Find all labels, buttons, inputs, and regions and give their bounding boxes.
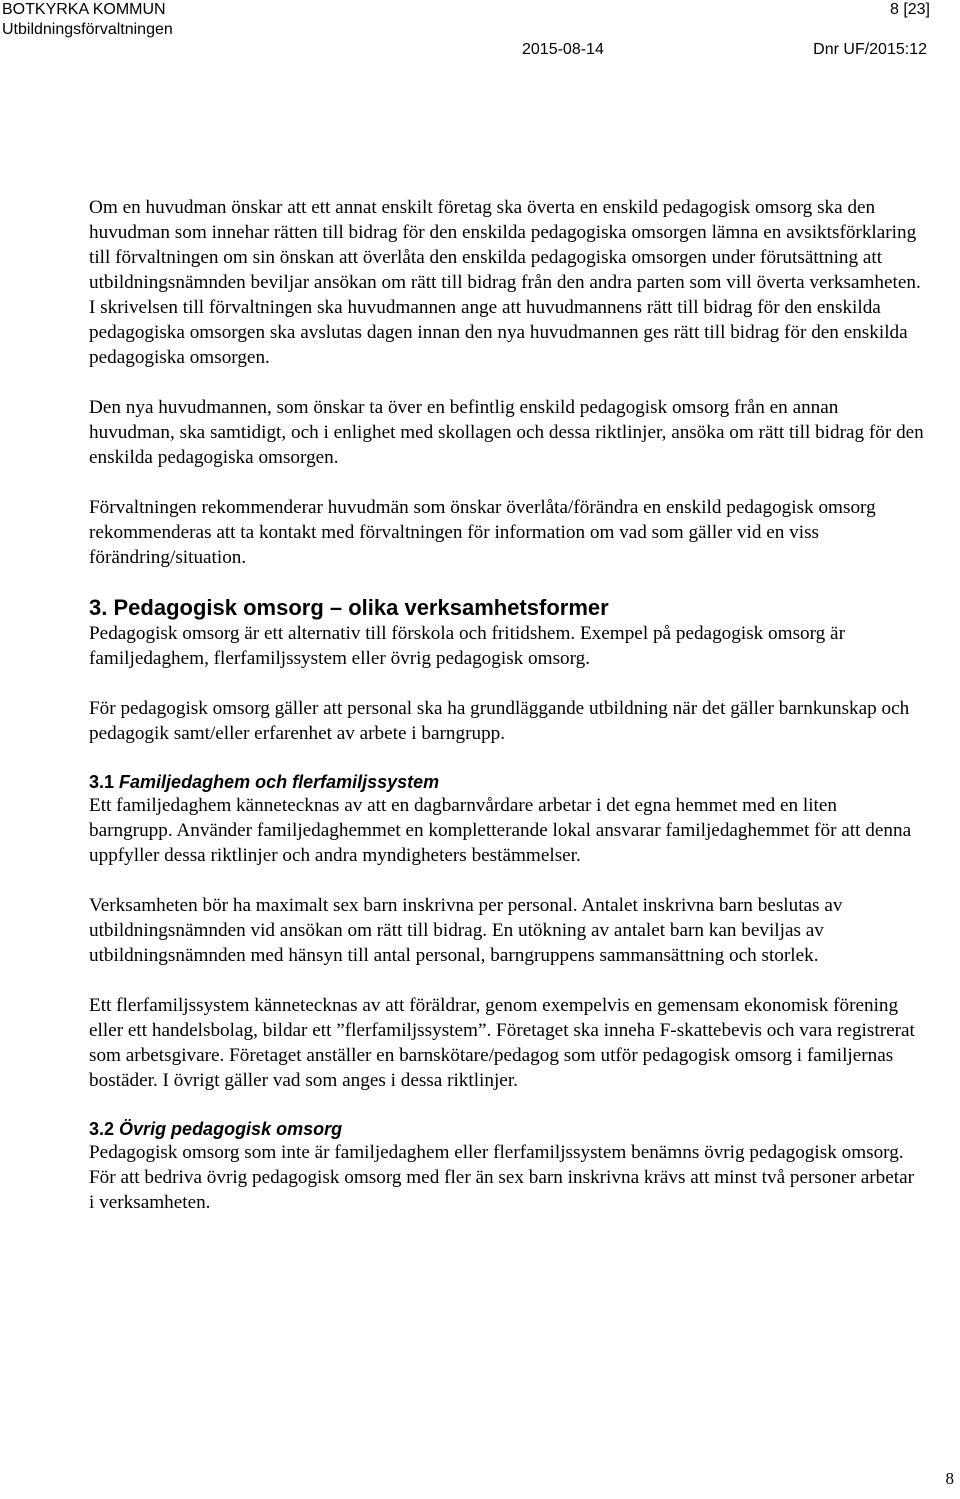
section-number: 3.	[89, 595, 108, 620]
paragraph: Förvaltningen rekommenderar huvudmän som önskar överlåta/förändra en enskild pedagogisk omsorg rekommenderas att ta kontakt med förvaltningen för information om vad som gäller vid en viss förändring/situation.	[89, 497, 876, 568]
subsection-heading	[89, 1118, 924, 1140]
page-counter: 8 [23]	[889, 1, 930, 18]
document-date: 2015-08-14	[522, 41, 604, 58]
paragraph: Om en huvudman önskar att ett annat enskilt företag ska överta en enskild pedagogisk omsorg ska den huvudman som innehar rätten till bidrag för den enskilda pedagogiska omsorgen lämna en avsiktsförklaring till förvaltningen om sin önskan att överlåta den enskilda pedagogiska omsorgen under förutsättning att utbildningsnämnden beviljar ansökan om rätt till bidrag från den andra parten som vill överta verksamheten. I skrivelsen till förvaltningen ska huvudmannen ange att huvudmannens rätt till bidrag för den enskilda pedagogiska omsorgen ska avslutas dagen innan den nya huvudmannen ges rätt till bidrag för den enskilda pedagogiska omsorgen.	[89, 197, 921, 368]
subsection-number: 3.2	[89, 1119, 115, 1139]
subsection-title: Familjedaghem och flerfamiljssystem	[119, 772, 440, 792]
paragraph: Verksamheten bör ha maximalt sex barn inskrivna per personal. Antalet inskrivna barn beslutas av utbildningsnämnden vid ansökan om rätt till bidrag. En utökning av antalet barn kan beviljas av utbildningsnämnden med hänsyn till antal personal, barngruppens sammansättning och storlek.	[89, 895, 843, 966]
subsection-number: 3.1	[89, 772, 115, 792]
subsection-title: Övrig pedagogisk omsorg	[119, 1119, 343, 1139]
page-number: 8	[945, 1469, 954, 1488]
paragraph: Pedagogisk omsorg som inte är familjedaghem eller flerfamiljssystem benämns övrig pedagogisk omsorg. För att bedriva övrig pedagogisk omsorg med fler än sex barn inskrivna krävs att minst två personer arbetar i verksamheten.	[89, 1142, 915, 1213]
document-reference: Dnr UF/2015:12	[813, 41, 927, 58]
section-title: Pedagogisk omsorg – olika verksamhetsformer	[113, 595, 609, 620]
department-name: Utbildningsförvaltningen	[2, 21, 173, 38]
section-heading	[89, 595, 924, 621]
paragraph: Pedagogisk omsorg är ett alternativ till förskola och fritidshem. Exempel på pedagogisk omsorg är familjedaghem, flerfamiljssystem eller övrig pedagogisk omsorg.	[89, 623, 845, 669]
paragraph: För pedagogisk omsorg gäller att personal ska ha grundläggande utbildning när det gäller barnkunskap och pedagogik samt/eller erfarenhet av arbete i barngrupp.	[89, 698, 910, 744]
paragraph: Den nya huvudmannen, som önskar ta över en befintlig enskild pedagogisk omsorg från en annan huvudman, ska samtidigt, och i enlighet med skollagen och dessa riktlinjer, ansöka om rätt till bidrag för den enskilda pedagogiska omsorgen.	[89, 397, 924, 468]
paragraph: Ett flerfamiljssystem kännetecknas av att föräldrar, genom exempelvis en gemensam ekonomisk förening eller ett handelsbolag, bildar ett ”flerfamiljssystem”. Företaget ska inneha F-skattebevis och vara registrerat som arbetsgivare. Företaget anställer en barnskötare/pedagog som utför pedagogisk omsorg i familjernas bostäder. I övrigt gäller vad som anges i dessa riktlinjer.	[89, 995, 915, 1091]
subsection-heading	[89, 771, 924, 793]
paragraph: Ett familjedaghem kännetecknas av att en dagbarnvårdare arbetar i det egna hemmet med en liten barngrupp. Använder familjedaghemmet en kompletterande lokal ansvarar familjedaghemmet för att denna uppfyller dessa riktlinjer och andra myndigheters bestämmelser.	[89, 795, 912, 866]
org-name: BOTKYRKA KOMMUN	[2, 1, 166, 18]
document-body	[89, 195, 924, 1215]
